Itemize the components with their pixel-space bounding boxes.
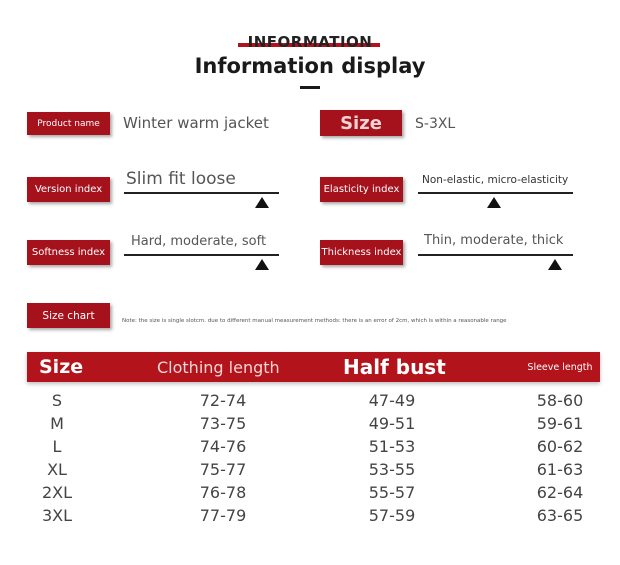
table-row [0,482,620,504]
sleeve-length-cell: 61-63 [536,460,584,479]
size-cell: 2XL [41,483,73,502]
clothing-length-cell: 72-74 [199,391,247,410]
header-subtitle: INFORMATION [247,33,373,51]
table-row [0,505,620,527]
sleeve-length-cell: 58-60 [536,391,584,410]
half-bust-cell: 55-57 [368,483,416,502]
header-half-bust: Half bust [343,355,446,379]
softness-index-label: Softness index [27,240,110,265]
half-bust-cell: 49-51 [368,414,416,433]
size-chart-label: Size chart [27,303,110,328]
page-title: Information display [194,54,426,78]
size-cell: XL [47,460,67,479]
table-row [0,413,620,435]
size-chart-note: Note: the size is single slotcm. due to different manual measurement methods: there is an error of 2cm, which is within a reasonable range [122,318,507,324]
thickness-index-value: Thin, moderate, thick [424,233,564,248]
version-index-marker-icon [255,197,269,208]
table-row [0,459,620,481]
size-table-header [27,352,600,382]
softness-index-value: Hard, moderate, soft [131,234,267,249]
sleeve-length-cell: 63-65 [536,506,584,525]
header-sleeve-length: Sleeve length [527,361,593,373]
clothing-length-cell: 74-76 [199,437,247,456]
elasticity-index-scale [418,192,573,194]
table-row [0,436,620,458]
size-label: Size [320,110,402,136]
softness-index-scale [124,254,279,256]
size-cell: S [51,391,63,410]
table-row [0,390,620,412]
clothing-length-cell: 77-79 [199,506,247,525]
version-index-scale [124,192,279,194]
clothing-length-cell: 73-75 [199,414,247,433]
size-cell: M [50,414,64,433]
product-name-value: Winter warm jacket [123,114,269,132]
half-bust-cell: 47-49 [368,391,416,410]
sleeve-length-cell: 60-62 [536,437,584,456]
half-bust-cell: 57-59 [368,506,416,525]
elasticity-index-marker-icon [487,197,501,208]
sleeve-length-cell: 62-64 [536,483,584,502]
size-cell: L [52,437,62,456]
thickness-index-marker-icon [548,259,562,270]
title-underline [300,86,320,89]
half-bust-cell: 53-55 [368,460,416,479]
size-value: S-3XL [415,116,456,132]
header-size: Size [39,356,84,378]
softness-index-marker-icon [255,259,269,270]
version-index-label: Version index [27,177,110,202]
elasticity-index-value: Non-elastic, micro-elasticity [422,174,569,186]
product-name-label: Product name [27,112,110,135]
header-clothing-length: Clothing length [157,357,280,377]
clothing-length-cell: 75-77 [199,460,247,479]
thickness-index-label: Thickness index [320,240,403,265]
thickness-index-scale [418,254,573,256]
elasticity-index-label: Elasticity index [320,177,403,202]
half-bust-cell: 51-53 [368,437,416,456]
version-index-value: Slim fit loose [126,169,236,189]
size-cell: 3XL [41,506,73,525]
clothing-length-cell: 76-78 [199,483,247,502]
sleeve-length-cell: 59-61 [536,414,584,433]
